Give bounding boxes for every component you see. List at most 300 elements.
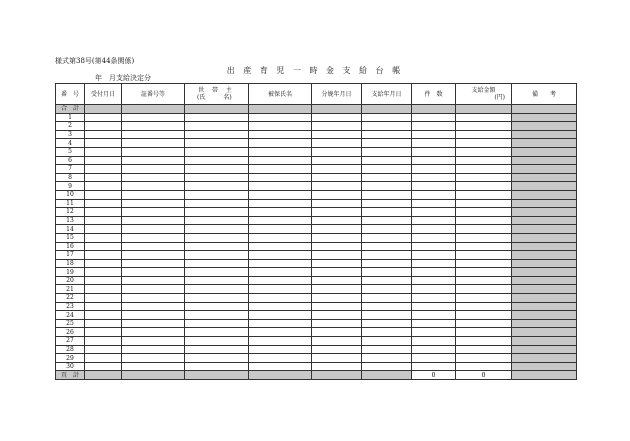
table-cell (412, 319, 456, 328)
table-cell (185, 173, 249, 182)
table-cell (456, 122, 512, 131)
table-cell (85, 156, 122, 165)
table-cell (122, 216, 185, 225)
table-cell (122, 225, 185, 234)
table-cell (85, 199, 122, 208)
table-cell (512, 208, 577, 217)
table-cell (249, 354, 312, 363)
table-cell (249, 139, 312, 148)
table-cell (122, 276, 185, 285)
table-cell (185, 216, 249, 225)
table-cell (312, 311, 362, 320)
table-cell (122, 165, 185, 174)
table-cell (185, 242, 249, 251)
table-cell (412, 190, 456, 199)
table-cell (412, 242, 456, 251)
table-cell (85, 242, 122, 251)
table-cell (456, 276, 512, 285)
table-cell (249, 199, 312, 208)
table-cell (249, 190, 312, 199)
table-cell (249, 328, 312, 337)
row-number: 8 (56, 173, 85, 182)
table-cell (122, 199, 185, 208)
table-cell (412, 156, 456, 165)
table-cell (456, 113, 512, 122)
row-number: 29 (56, 354, 85, 363)
table-row (56, 294, 577, 303)
table-cell (362, 276, 412, 285)
table-cell (456, 199, 512, 208)
table-cell (185, 311, 249, 320)
table-cell (456, 190, 512, 199)
table-row (56, 276, 577, 285)
table-cell (312, 259, 362, 268)
table-cell (512, 285, 577, 294)
table-cell (85, 139, 122, 148)
table-cell (85, 225, 122, 234)
table-cell (312, 233, 362, 242)
table-cell (362, 182, 412, 191)
table-cell (362, 285, 412, 294)
table-row (56, 251, 577, 260)
table-cell (456, 259, 512, 268)
table-row (56, 268, 577, 277)
table-row (56, 225, 577, 234)
table-cell (185, 113, 249, 122)
table-cell (312, 302, 362, 311)
table-row (56, 130, 577, 139)
ledger-table (55, 83, 577, 380)
table-cell (512, 345, 577, 354)
table-cell (512, 182, 577, 191)
table-row (56, 319, 577, 328)
table-cell (456, 311, 512, 320)
table-cell (362, 251, 412, 260)
table-cell (122, 190, 185, 199)
table-row (56, 337, 577, 346)
table-cell (456, 216, 512, 225)
table-cell (362, 311, 412, 320)
table-cell (362, 190, 412, 199)
col-count: 件 数 (412, 84, 456, 105)
table-cell (85, 165, 122, 174)
table-cell (249, 233, 312, 242)
row-number: 7 (56, 165, 85, 174)
table-cell (249, 122, 312, 131)
table-cell (185, 345, 249, 354)
table-row (56, 139, 577, 148)
table-cell (512, 216, 577, 225)
table-row (56, 165, 577, 174)
table-cell (249, 173, 312, 182)
table-row (56, 147, 577, 156)
col-certificate-number: 証番号等 (122, 84, 185, 105)
table-cell (122, 122, 185, 131)
table-cell (512, 156, 577, 165)
table-cell (312, 276, 362, 285)
table-cell (249, 362, 312, 371)
table-cell (249, 337, 312, 346)
row-number: 19 (56, 268, 85, 277)
table-cell (362, 139, 412, 148)
table-cell (249, 156, 312, 165)
table-cell (249, 225, 312, 234)
table-cell (312, 345, 362, 354)
row-number: 4 (56, 139, 85, 148)
table-cell (85, 319, 122, 328)
table-cell (412, 130, 456, 139)
row-number: 23 (56, 302, 85, 311)
table-cell (249, 216, 312, 225)
table-cell (85, 130, 122, 139)
table-cell (312, 190, 362, 199)
row-number: 22 (56, 294, 85, 303)
table-cell (122, 147, 185, 156)
row-number: 30 (56, 362, 85, 371)
table-cell (312, 294, 362, 303)
table-cell (362, 130, 412, 139)
row-number: 15 (56, 233, 85, 242)
table-cell (412, 251, 456, 260)
table-cell (312, 225, 362, 234)
table-cell (85, 311, 122, 320)
table-cell (456, 302, 512, 311)
table-cell (85, 285, 122, 294)
table-row (56, 208, 577, 217)
table-cell (85, 233, 122, 242)
table-cell (185, 285, 249, 294)
table-cell (122, 242, 185, 251)
table-row (56, 328, 577, 337)
table-cell (362, 165, 412, 174)
col-birth-date: 分娩年月日 (312, 84, 362, 105)
page-total-amount: 0 (456, 371, 512, 380)
table-cell (412, 268, 456, 277)
page-total-label: 頁 計 (56, 371, 85, 380)
table-cell (312, 268, 362, 277)
table-cell (362, 302, 412, 311)
table-cell (122, 319, 185, 328)
table-cell (412, 345, 456, 354)
table-cell (512, 199, 577, 208)
col-remarks: 備 考 (512, 84, 577, 105)
table-cell (249, 371, 312, 380)
col-householder: 世 帯 主 (氏 名) (185, 84, 249, 105)
table-cell (412, 165, 456, 174)
table-cell (85, 362, 122, 371)
page-total-count: 0 (412, 371, 456, 380)
table-cell (512, 233, 577, 242)
table-cell (312, 182, 362, 191)
table-cell (456, 251, 512, 260)
table-cell (512, 328, 577, 337)
table-cell (312, 199, 362, 208)
table-cell (512, 294, 577, 303)
table-row (56, 242, 577, 251)
table-cell (312, 173, 362, 182)
table-cell (362, 294, 412, 303)
row-number: 24 (56, 311, 85, 320)
table-cell (122, 139, 185, 148)
table-cell (362, 225, 412, 234)
table-cell (512, 190, 577, 199)
table-cell (185, 233, 249, 242)
table-cell (185, 371, 249, 380)
table-cell (362, 328, 412, 337)
table-cell (456, 319, 512, 328)
table-cell (312, 216, 362, 225)
table-cell (412, 354, 456, 363)
table-cell (249, 311, 312, 320)
table-cell (412, 294, 456, 303)
row-number: 17 (56, 251, 85, 260)
table-cell (122, 251, 185, 260)
table-cell (85, 147, 122, 156)
table-cell (456, 233, 512, 242)
table-cell (412, 233, 456, 242)
table-cell (312, 147, 362, 156)
table-cell (412, 362, 456, 371)
table-cell (456, 147, 512, 156)
table-cell (512, 147, 577, 156)
page-total-row (56, 371, 577, 380)
row-number: 2 (56, 122, 85, 131)
table-cell (85, 294, 122, 303)
col-amount: 支給金額 (円) (456, 84, 512, 105)
table-row (56, 345, 577, 354)
table-cell (512, 251, 577, 260)
table-cell (185, 251, 249, 260)
table-cell (412, 302, 456, 311)
table-cell (412, 208, 456, 217)
table-cell (456, 225, 512, 234)
table-cell (185, 147, 249, 156)
table-row (56, 173, 577, 182)
table-cell (456, 268, 512, 277)
table-cell (362, 354, 412, 363)
table-cell (249, 294, 312, 303)
table-cell (85, 276, 122, 285)
row-number: 6 (56, 156, 85, 165)
row-number: 20 (56, 276, 85, 285)
row-number: 21 (56, 285, 85, 294)
table-cell (122, 371, 185, 380)
table-cell (122, 268, 185, 277)
table-cell (85, 354, 122, 363)
table-cell (249, 130, 312, 139)
table-row (56, 122, 577, 131)
table-cell (312, 354, 362, 363)
grand-total-row (56, 105, 577, 114)
col-insured-name: 被保氏名 (249, 84, 312, 105)
table-cell (85, 328, 122, 337)
table-cell (249, 165, 312, 174)
table-cell (85, 337, 122, 346)
table-cell (185, 302, 249, 311)
table-cell (249, 285, 312, 294)
table-cell (249, 276, 312, 285)
table-cell (412, 259, 456, 268)
table-cell (456, 182, 512, 191)
table-cell (456, 362, 512, 371)
table-cell (185, 190, 249, 199)
table-cell (185, 156, 249, 165)
form-number: 様式第38号(第44条関係) (55, 57, 135, 65)
table-cell (185, 328, 249, 337)
table-cell (362, 259, 412, 268)
col-received-date: 受付月日 (85, 84, 122, 105)
table-cell (512, 276, 577, 285)
table-cell (312, 362, 362, 371)
table-cell (312, 285, 362, 294)
row-number: 26 (56, 328, 85, 337)
grand-total-label: 合 計 (56, 105, 85, 114)
table-cell (312, 208, 362, 217)
table-cell (122, 182, 185, 191)
table-cell (185, 319, 249, 328)
table-cell (412, 328, 456, 337)
table-cell (249, 208, 312, 217)
row-number: 10 (56, 190, 85, 199)
table-cell (312, 242, 362, 251)
table-cell (312, 156, 362, 165)
row-number: 13 (56, 216, 85, 225)
table-cell (122, 285, 185, 294)
table-cell (185, 122, 249, 131)
table-cell (456, 242, 512, 251)
table-cell (122, 173, 185, 182)
table-cell (185, 199, 249, 208)
table-cell (512, 130, 577, 139)
table-cell (512, 242, 577, 251)
row-number: 16 (56, 242, 85, 251)
table-cell (122, 354, 185, 363)
table-cell (85, 216, 122, 225)
table-cell (122, 328, 185, 337)
table-cell (362, 337, 412, 346)
table-cell (249, 319, 312, 328)
table-cell (312, 251, 362, 260)
table-cell (362, 156, 412, 165)
table-cell (85, 345, 122, 354)
table-cell (362, 362, 412, 371)
table-cell (312, 139, 362, 148)
table-cell (412, 182, 456, 191)
table-row (56, 113, 577, 122)
table-cell (512, 371, 577, 380)
row-number: 5 (56, 147, 85, 156)
table-cell (362, 319, 412, 328)
table-cell (412, 311, 456, 320)
table-cell (312, 319, 362, 328)
table-cell (85, 182, 122, 191)
table-cell (412, 147, 456, 156)
table-cell (312, 122, 362, 131)
table-cell (312, 165, 362, 174)
table-cell (512, 268, 577, 277)
table-cell (512, 113, 577, 122)
table-cell (456, 294, 512, 303)
col-number: 番 号 (56, 84, 85, 105)
table-cell (122, 337, 185, 346)
table-cell (412, 122, 456, 131)
table-cell (412, 113, 456, 122)
table-cell (185, 208, 249, 217)
table-row (56, 156, 577, 165)
table-cell (362, 268, 412, 277)
table-cell (185, 259, 249, 268)
table-cell (512, 302, 577, 311)
table-cell (412, 216, 456, 225)
table-cell (249, 113, 312, 122)
table-cell (122, 156, 185, 165)
row-number: 14 (56, 225, 85, 234)
table-cell (185, 225, 249, 234)
row-number: 3 (56, 130, 85, 139)
table-cell (456, 328, 512, 337)
table-cell (362, 122, 412, 131)
ledger-period: 年 月支給決定分 (95, 74, 151, 82)
table-cell (312, 113, 362, 122)
table-cell (362, 233, 412, 242)
table-cell (456, 337, 512, 346)
table-cell (85, 208, 122, 217)
table-cell (122, 302, 185, 311)
table-cell (512, 337, 577, 346)
table-cell (456, 345, 512, 354)
table-cell (249, 182, 312, 191)
table-cell (185, 354, 249, 363)
table-cell (412, 276, 456, 285)
table-row (56, 182, 577, 191)
table-cell (185, 268, 249, 277)
table-cell (456, 139, 512, 148)
table-cell (312, 371, 362, 380)
table-cell (185, 182, 249, 191)
table-cell (185, 130, 249, 139)
table-cell (512, 319, 577, 328)
table-cell (85, 268, 122, 277)
table-cell (85, 259, 122, 268)
table-row (56, 199, 577, 208)
table-row (56, 311, 577, 320)
table-cell (512, 259, 577, 268)
table-cell (512, 225, 577, 234)
table-cell (456, 165, 512, 174)
row-number: 12 (56, 208, 85, 217)
table-cell (85, 371, 122, 380)
row-number: 9 (56, 182, 85, 191)
table-row (56, 302, 577, 311)
table-cell (85, 251, 122, 260)
table-cell (122, 130, 185, 139)
table-cell (412, 225, 456, 234)
table-cell (85, 302, 122, 311)
table-cell (456, 156, 512, 165)
row-number: 27 (56, 337, 85, 346)
table-cell (456, 208, 512, 217)
table-cell (412, 199, 456, 208)
table-cell (249, 251, 312, 260)
table-cell (85, 190, 122, 199)
table-cell (362, 371, 412, 380)
table-cell (456, 130, 512, 139)
table-row (56, 354, 577, 363)
table-cell (122, 311, 185, 320)
table-cell (85, 173, 122, 182)
row-number: 25 (56, 319, 85, 328)
table-cell (362, 208, 412, 217)
